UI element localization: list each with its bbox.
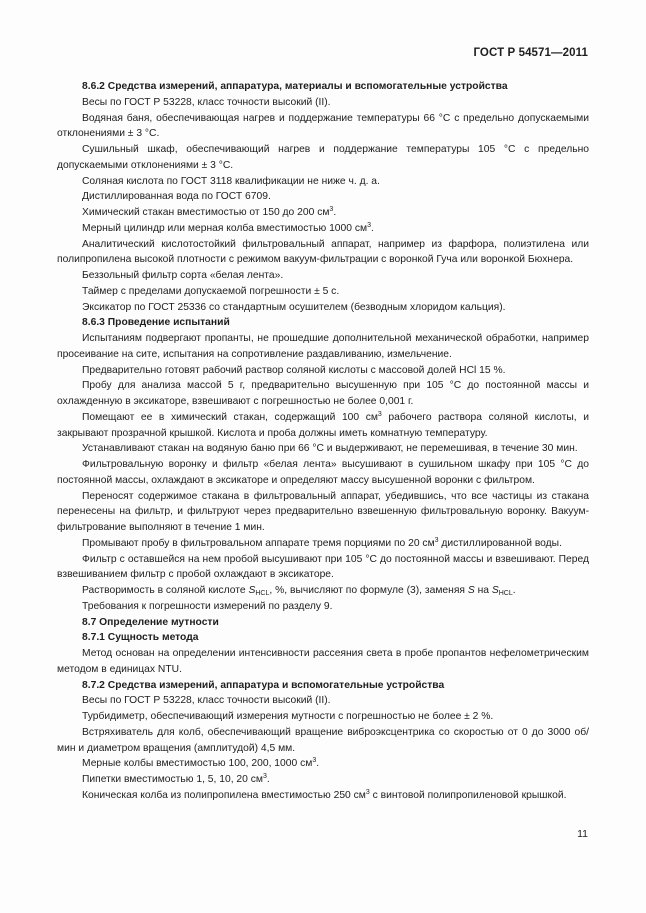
section-heading: 8.7 Определение мутности	[82, 616, 219, 628]
paragraph: Водяная баня, обеспечивающая нагрев и поддержание температуры 66 °С с предельно допускаемыми отклонениями ± 3 °С.	[57, 112, 589, 140]
paragraph: Требования к погрешности измерений по разделу 9.	[82, 600, 333, 612]
paragraph: Растворимость в соляной кислоте $S_{HCL}$, %, вычисляют по формуле (3), заменяя S на $S_{HCL}$.	[82, 585, 516, 597]
section-heading: 8.6.3 Проведение испытаний	[82, 317, 230, 329]
paragraph: Беззольный фильтр сорта «белая лента».	[82, 270, 284, 281]
paragraph: Аналитический кислотостойкий фильтровальный аппарат, например из фарфора, полиэтилена или полипропилена высокой плотности с режимом вакуум-фильтрации с воронкой Гуча или воронкой Бюхнера.	[57, 238, 589, 266]
paragraph: Помещают ее в химический стакан, содержащий 100 $см^3$ рабочего раствора соляной кислоты, и закрывают прозрачной крышкой. Кислота и проба должны иметь комнатную температуру.	[57, 410, 589, 439]
section-heading: 8.7.1 Сущность метода	[82, 632, 199, 644]
paragraph: Химический стакан вместимостью от 150 до 200 $см^3$.	[82, 206, 337, 218]
paragraph: Сушильный шкаф, обеспечивающий нагрев и поддержание температуры 105 °С с предельно допускаемыми отклонениями ± 3 °С.	[57, 144, 589, 171]
paragraph: Встряхиватель для колб, обеспечивающий вращение виброэксцентрика со скоростью от 0 до 3000 об/мин и диаметром вращения (амплитудой) 4,5 мм.	[57, 726, 589, 754]
page-number: 11	[577, 828, 588, 840]
section-heading: 8.6.2 Средства измерений, аппаратура, материалы и вспомогательные устройства	[82, 81, 508, 92]
paragraph: Эксикатор по ГОСТ 25336 со стандартным осушителем (безводным хлоридом кальция).	[82, 301, 506, 313]
paragraph: Переносят содержимое стакана в фильтровальный аппарат, убедившись, что все частицы из стакана перенесены на фильтр, и фильтруют через предварительно взвешенную фильтровальную воронку. Вакуум-фильтрование выполняют в течение 1 мин.	[57, 490, 589, 533]
paragraph: Весы по ГОСТ Р 53228, класс точности высокий (II).	[82, 96, 331, 108]
paragraph: Метод основан на определении интенсивности рассеяния света в пробе пропантов нефелометрическим методом в единицах NTU.	[57, 648, 589, 675]
paragraph: Весы по ГОСТ Р 53228, класс точности высокий (II).	[82, 695, 331, 707]
paragraph: Фильтровальную воронку и фильтр «белая лента» высушивают в сушильном шкафу при 105 °С до постоянной массы, охлаждают в эксикаторе и определяют массу высушенной воронки с фильтром.	[57, 459, 589, 486]
paragraph: Пробу для анализа массой 5 г, предварительно высушенную при 105 °С до постоянной массы и охлажденную в эксикаторе, взвешивают с погрешностью не более 0,001 г.	[57, 380, 589, 407]
paragraph: Предварительно готовят рабочий раствор соляной кислоты с массовой долей HCl 15 %.	[82, 364, 506, 376]
paragraph: Дистиллированная вода по ГОСТ 6709.	[82, 191, 271, 203]
paragraph: Пипетки вместимостью 1, 5, 10, 20 $см^3$.	[82, 773, 270, 785]
document-body	[57, 79, 589, 804]
paragraph: Устанавливают стакан на водяную баню при 66 °С и выдерживают, не перемешивая, в течение 30 мин.	[82, 443, 578, 455]
paragraph: Промывают пробу в фильтровальном аппарате тремя порциями по 20 $см^3$ дистиллированной воды.	[82, 536, 562, 549]
paragraph: Коническая колба из полипропилена вместимостью 250 $см^3$ с винтовой полипропиленовой крышкой.	[82, 788, 567, 801]
paragraph: Турбидиметр, обеспечивающий измерения мутности с погрешностью не более ± 2 %.	[82, 711, 494, 722]
paragraph: Мерный цилиндр или мерная колба вместимостью 1000 $см^3$.	[82, 221, 374, 234]
paragraph: Фильтр с оставшейся на нем пробой высушивают при 105 °С до постоянной массы и взвешивают. Перед взвешиванием фильтр с пробой охлаждают в эксикаторе.	[57, 553, 589, 581]
section-heading: 8.7.2 Средства измерений, аппаратура и вспомогательные устройства	[82, 679, 445, 691]
paragraph: Соляная кислота по ГОСТ 3118 квалификации не ниже ч. д. а.	[82, 175, 380, 187]
paragraph: Таймер с пределами допускаемой погрешности ± 5 с.	[82, 285, 340, 297]
paragraph: Мерные колбы вместимостью 100, 200, 1000 $см^3$.	[82, 757, 320, 770]
page-header-standard-code: ГОСТ Р 54571—2011	[473, 47, 588, 59]
paragraph: Испытаниям подвергают пропанты, не прошедшие дополнительной механической обработки, например просеивание на сите, испытания на сопротивление раздавливанию, измельчение.	[57, 333, 589, 360]
